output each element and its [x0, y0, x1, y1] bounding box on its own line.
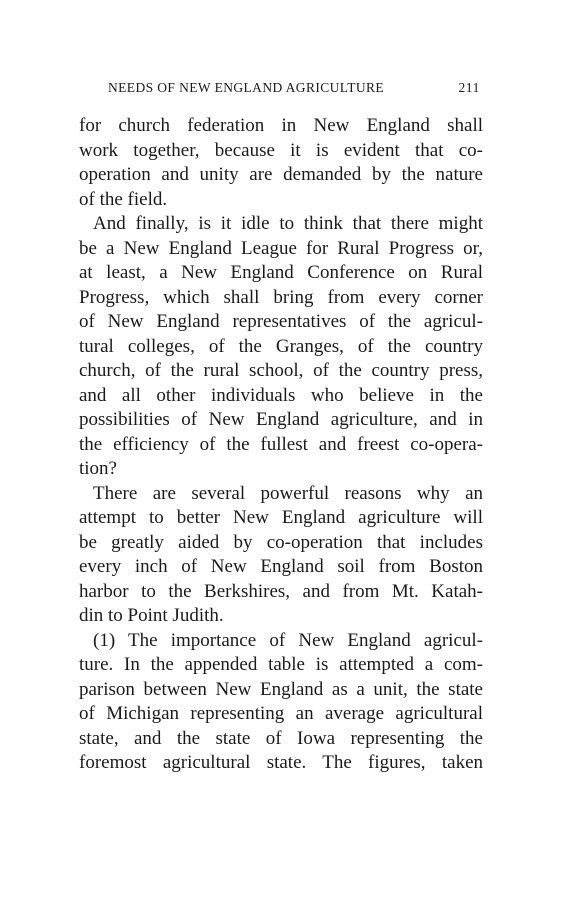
- text-line: tural colleges, of the Granges, of the country: [79, 335, 483, 357]
- text-line: din to Point Judith.: [79, 605, 224, 626]
- text-line: operation and unity are demanded by the nature: [79, 164, 483, 185]
- text-line: foremost agricultural state. The figures, taken: [79, 752, 483, 773]
- text-line: for church federation in New England shall: [79, 115, 483, 136]
- text-line: work together, because it is evident that co-: [79, 139, 483, 161]
- text-line: There are several powerful reasons why an: [93, 482, 483, 504]
- text-line: be greatly aided by co-operation that includes: [79, 531, 483, 553]
- text-line: and all other individuals who believe in the: [79, 384, 483, 406]
- running-head-title: NEEDS OF NEW ENGLAND AGRICULTURE: [108, 80, 385, 95]
- running-head: [108, 80, 480, 100]
- page-number: 211: [458, 80, 480, 95]
- text-line: of New England representatives of the agricul-: [79, 311, 483, 332]
- text-line: harbor to the Berkshires, and from Mt. Katah-: [79, 580, 483, 602]
- text-line: state, and the state of Iowa representing the: [79, 727, 483, 749]
- text-line: attempt to better New England agriculture will: [79, 507, 483, 528]
- text-line: And finally, is it idle to think that there might: [93, 213, 483, 234]
- text-line: every inch of New England soil from Boston: [79, 556, 483, 577]
- text-line: of Michigan representing an average agricultural: [79, 703, 483, 724]
- text-line: parison between New England as a unit, the state: [79, 678, 483, 700]
- text-line: Progress, which shall bring from every corner: [79, 286, 483, 308]
- text-line: possibilities of New England agriculture, and in: [79, 409, 483, 430]
- text-line: church, of the rural school, of the country press,: [79, 360, 483, 381]
- text-line: the efficiency of the fullest and freest co-opera-: [79, 433, 483, 455]
- text-line: be a New England League for Rural Progress or,: [79, 237, 483, 259]
- text-line: tion?: [79, 458, 117, 479]
- text-line: at least, a New England Conference on Rural: [79, 262, 483, 283]
- text-line: ture. In the appended table is attempted a com-: [79, 654, 483, 675]
- body-text: [79, 114, 483, 776]
- text-line: (1) The importance of New England agricul-: [93, 629, 483, 651]
- text-line: of the field.: [79, 188, 168, 210]
